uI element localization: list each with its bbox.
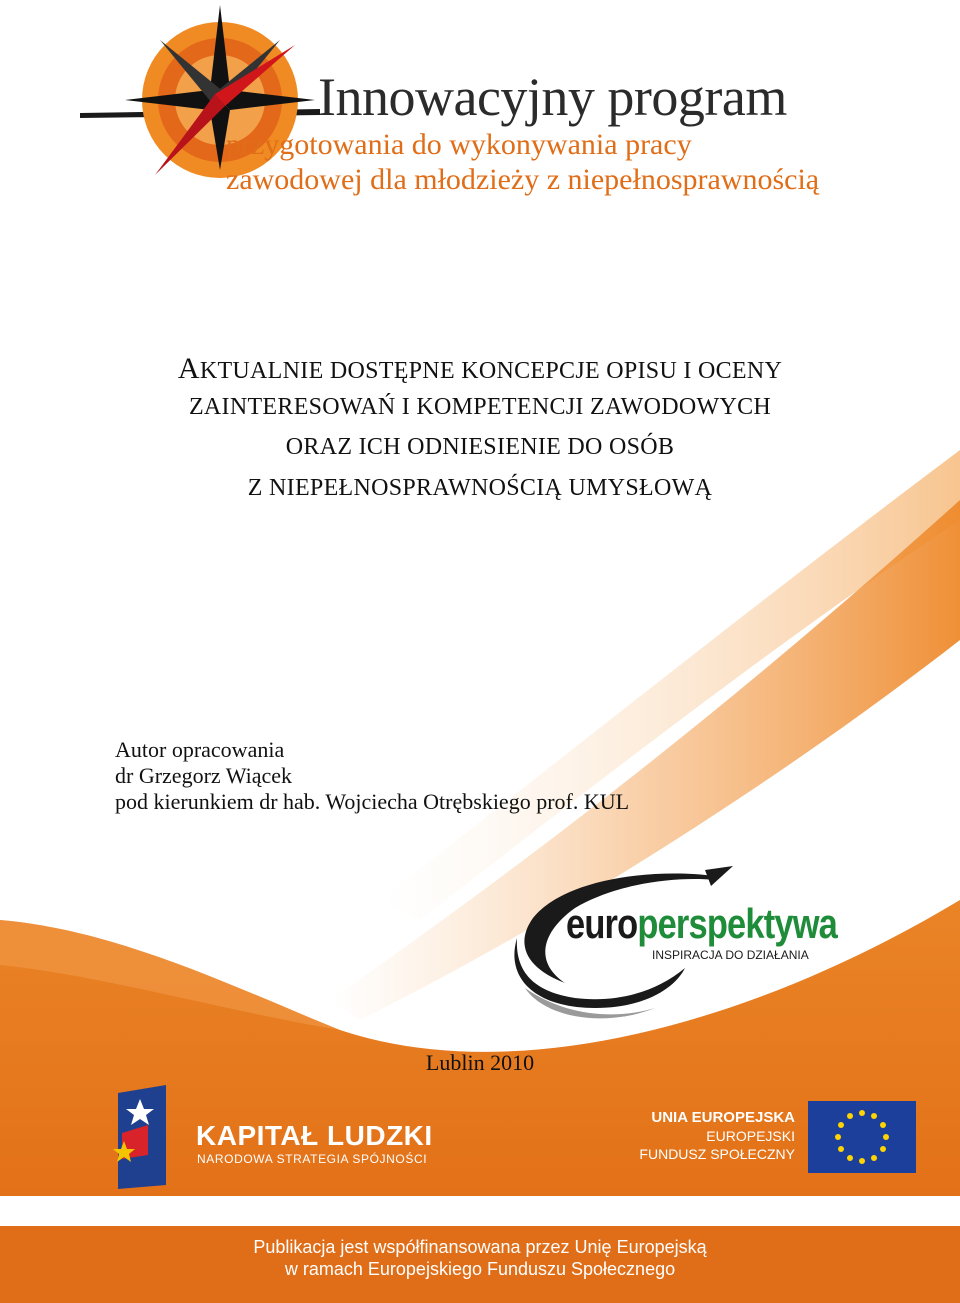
eu-line2: EUROPEJSKI [706, 1128, 795, 1144]
kapital-ludzki-title: KAPITAŁ LUDZKI [196, 1120, 433, 1151]
document-title-line1 [0, 352, 960, 386]
place-date: Lublin 2010 [425, 1050, 535, 1075]
eu-line1: UNIA EUROPEJSKA [651, 1109, 795, 1126]
program-subtitle-line2: zawodowej dla młodzieży z niepełnosprawnością [226, 163, 820, 196]
author-name: dr Grzegorz Wiącek [115, 763, 293, 788]
program-subtitle-line1: przygotowania do wykonywania pracy [226, 128, 692, 161]
eu-flag-icon [808, 1101, 916, 1173]
star-flag-icon [108, 1085, 170, 1189]
author-supervision: pod kierunkiem dr hab. Wojciecha Otrębskiego prof. KUL [115, 789, 630, 814]
eu-line3: FUNDUSZ SPOŁECZNY [639, 1146, 795, 1162]
title-line1-text: KTUALNIE DOSTĘPNE KONCEPCJE OPISU I OCENY [199, 358, 783, 384]
document-title-line2: ZAINTERESOWAŃ I KOMPETENCJI ZAWODOWYCH [188, 394, 772, 420]
author-label: Autor opracowania [115, 737, 285, 762]
footer-line1: Publikacja jest współfinansowana przez Unię Europejską [253, 1237, 707, 1257]
europerspektywa-logo [566, 900, 837, 948]
document-title-line4: Z NIEPEŁNOSPRAWNOŚCIĄ UMYSŁOWĄ [247, 475, 713, 501]
logo-part-euro: euro [566, 900, 638, 947]
europerspektywa-tagline: INSPIRACJA DO DZIAŁANIA [652, 948, 809, 962]
footer-line2: w ramach Europejskiego Funduszu Społecznego [284, 1259, 676, 1279]
kapital-ludzki-subtitle: NARODOWA STRATEGIA SPÓJNOŚCI [197, 1152, 428, 1166]
document-title-line3: ORAZ ICH ODNIESIENIE DO OSÓB [285, 434, 675, 460]
logo-part-perspektywa: perspektywa [637, 900, 837, 947]
title-initial: A [177, 352, 200, 385]
program-title: Innowacyjny program [318, 67, 787, 127]
